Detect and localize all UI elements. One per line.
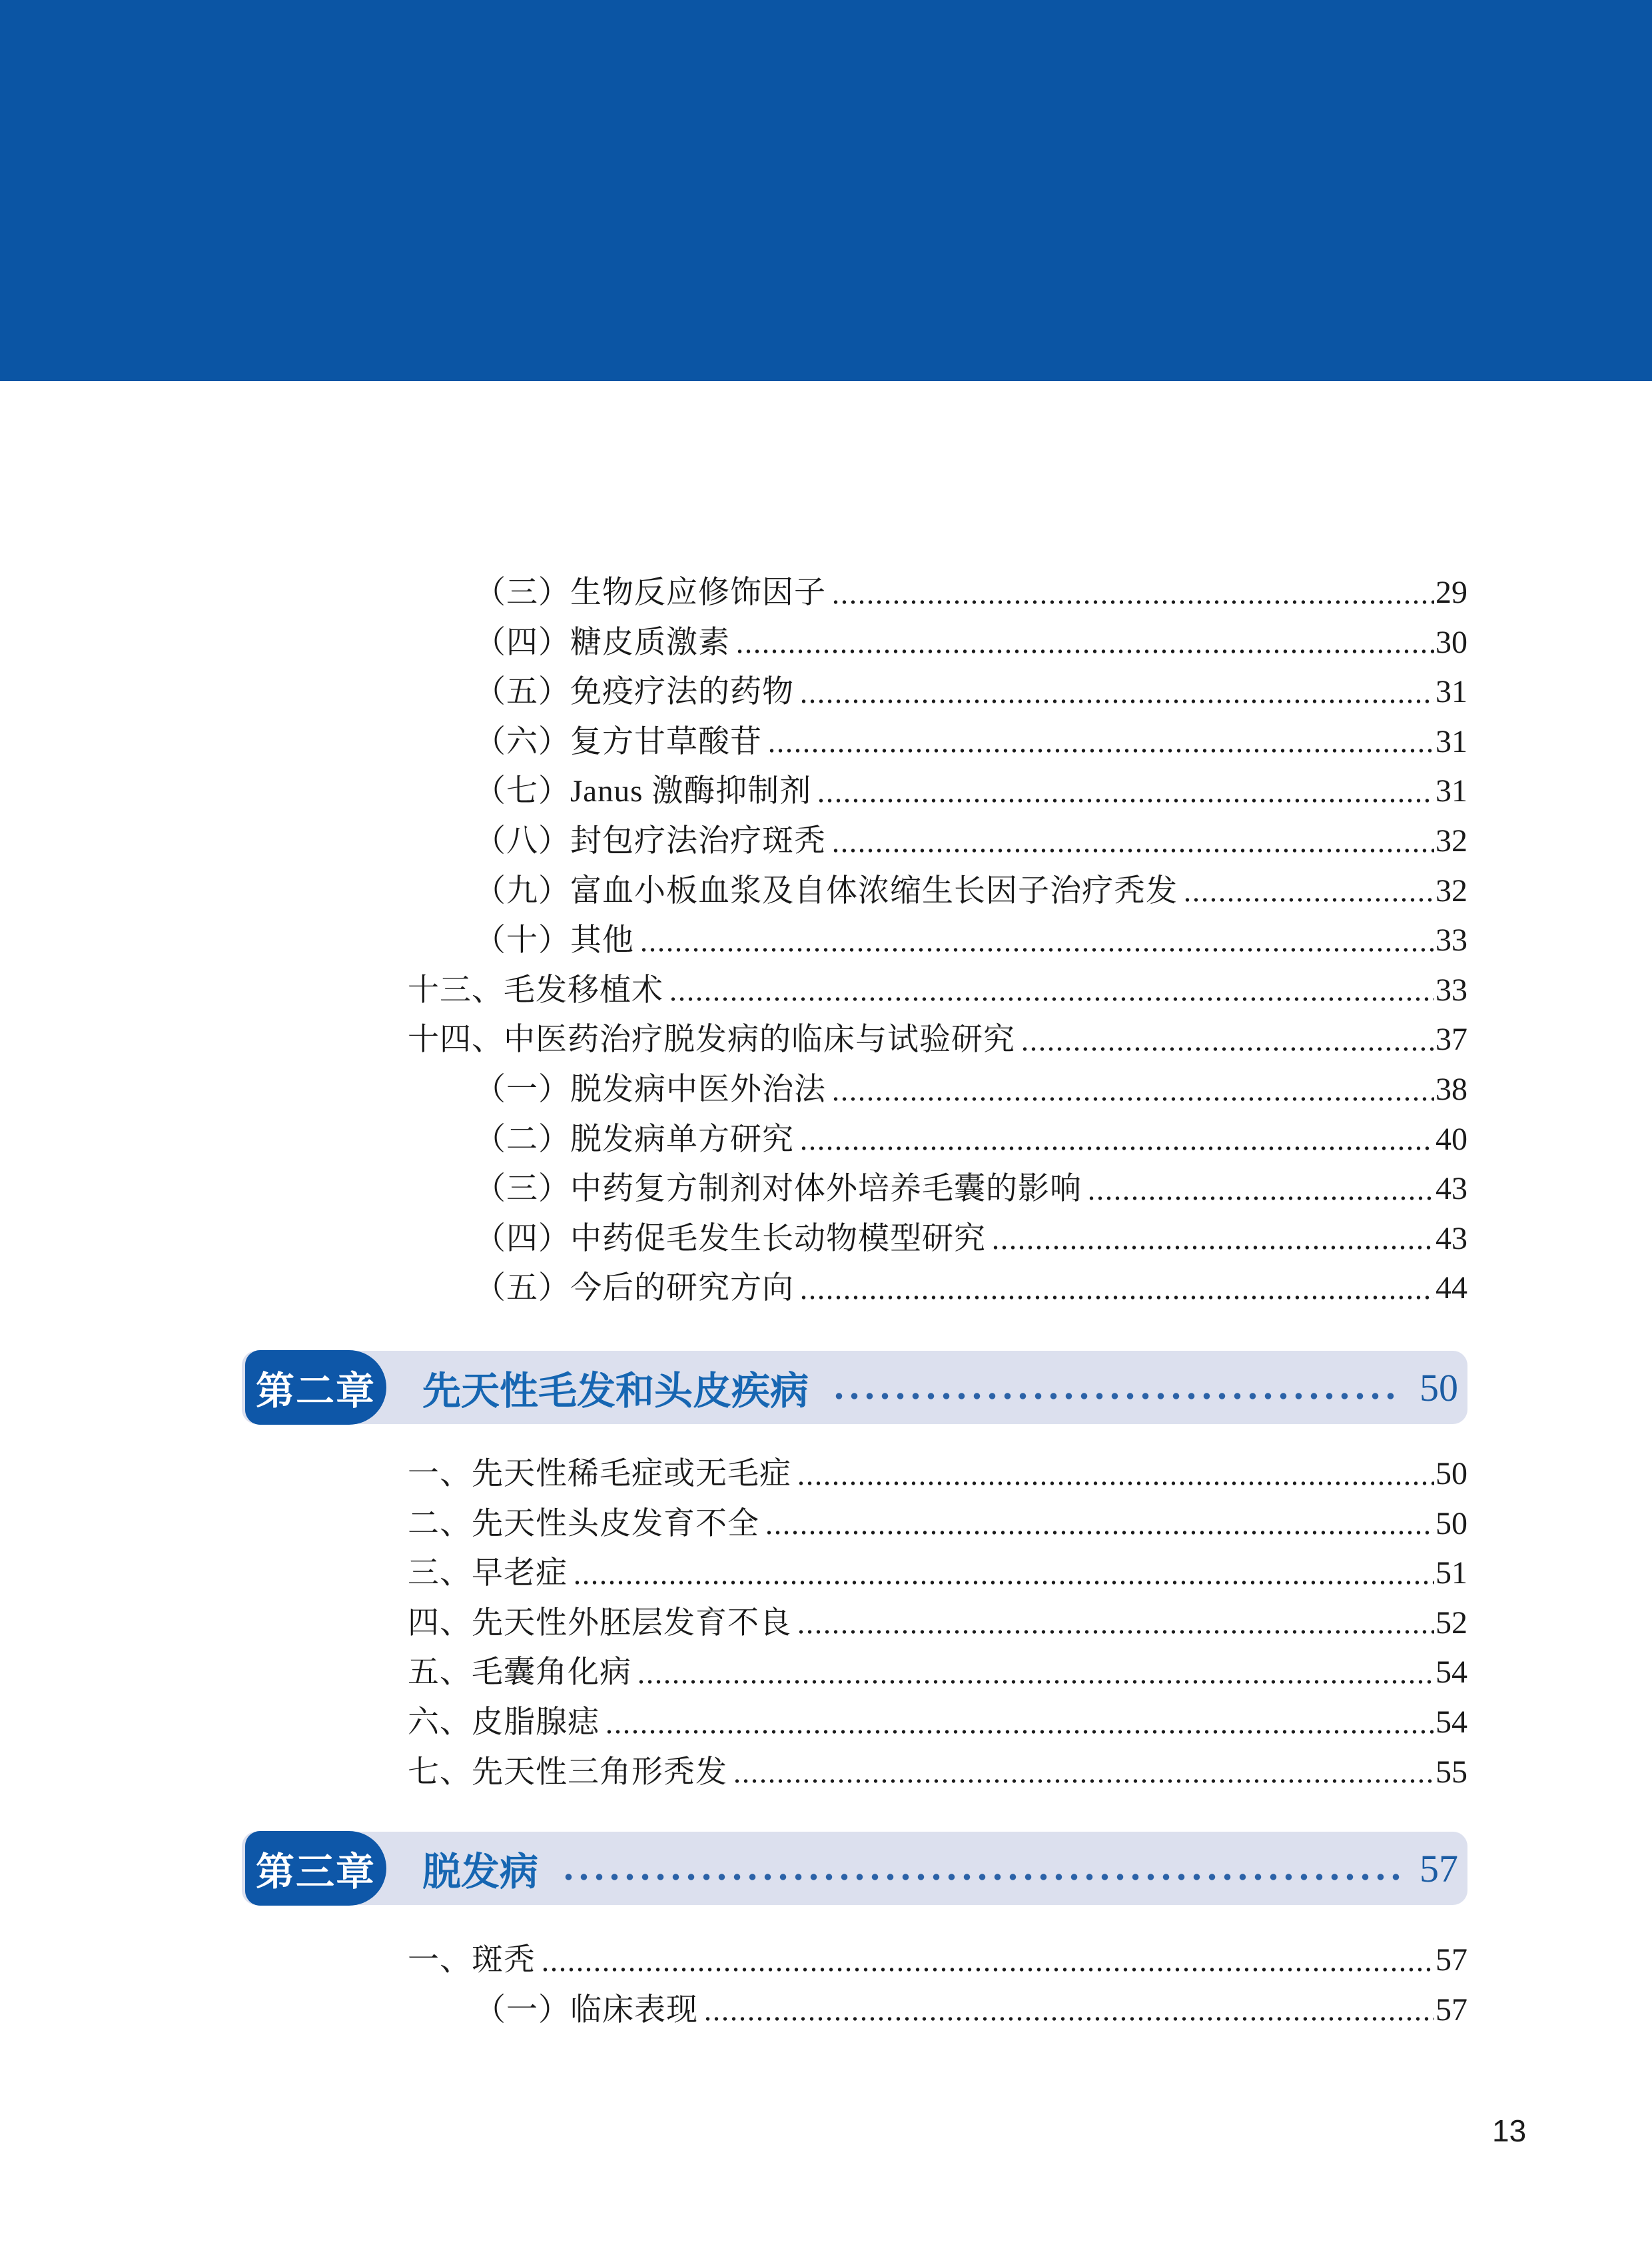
toc-entry bbox=[242, 1164, 1467, 1214]
dotted-leader bbox=[991, 1245, 1434, 1250]
dotted-leader bbox=[703, 2016, 1434, 2022]
toc-entry-label: （四）糖皮质激素 bbox=[474, 625, 730, 660]
toc-entry-page: 57 bbox=[1436, 1942, 1467, 1978]
dotted-leader bbox=[831, 1096, 1434, 1102]
toc-entry-label: （七）Janus 激酶抑制剂 bbox=[474, 774, 812, 809]
toc-section-3 bbox=[242, 1936, 1467, 2035]
toc-entry-page: 54 bbox=[1436, 1655, 1467, 1690]
toc-entry-label: （五）今后的研究方向 bbox=[474, 1271, 794, 1306]
toc-entry bbox=[242, 667, 1467, 717]
toc-entry-page: 50 bbox=[1436, 1456, 1467, 1491]
toc-entry-page: 33 bbox=[1436, 923, 1467, 958]
toc-entry-label: 四、先天性外胚层发育不良 bbox=[408, 1605, 791, 1641]
toc-entry bbox=[242, 1214, 1467, 1264]
toc-entry-page: 38 bbox=[1436, 1071, 1467, 1107]
toc-entry-label: （九）富血小板血浆及自体浓缩生长因子治疗秃发 bbox=[474, 873, 1178, 909]
dotted-leader bbox=[797, 1481, 1434, 1486]
toc-entry-page: 57 bbox=[1436, 1992, 1467, 2028]
toc-entry bbox=[242, 1748, 1467, 1798]
toc-entry-label: （三）中药复方制剂对体外培养毛囊的影响 bbox=[474, 1172, 1082, 1207]
toc-entry-label: 一、斑秃 bbox=[408, 1943, 536, 1978]
toc-entry-label: 七、先天性三角形秃发 bbox=[408, 1754, 727, 1790]
toc-entry-label: （八）封包疗法治疗斑秃 bbox=[474, 823, 826, 859]
page-number: 13 bbox=[1492, 2113, 1527, 2148]
top-banner bbox=[0, 0, 1652, 381]
dotted-leader bbox=[541, 1967, 1434, 1972]
toc-entry-label: （一）临床表现 bbox=[474, 1992, 698, 2028]
toc-entry bbox=[242, 1015, 1467, 1065]
toc-entry-label: （一）脱发病中医外治法 bbox=[474, 1072, 826, 1107]
toc-entry-page: 54 bbox=[1436, 1704, 1467, 1740]
toc-entry bbox=[242, 1648, 1467, 1698]
dotted-leader bbox=[831, 599, 1434, 605]
toc-entry-page: 29 bbox=[1436, 575, 1467, 610]
toc-entry-label: 二、先天性头皮发育不全 bbox=[408, 1506, 759, 1541]
toc-entry-label: （五）免疫疗法的药物 bbox=[474, 675, 794, 710]
toc-entry bbox=[242, 1549, 1467, 1599]
toc-entry-page: 33 bbox=[1436, 972, 1467, 1008]
toc-entry-label: （十）其他 bbox=[474, 923, 634, 958]
toc-entry-page: 55 bbox=[1436, 1754, 1467, 1790]
toc-entry-label: 十四、中医药治疗脱发病的临床与试验研究 bbox=[408, 1022, 1015, 1058]
toc-entry-page: 31 bbox=[1436, 674, 1467, 710]
dotted-leader bbox=[735, 649, 1434, 654]
dotted-leader bbox=[797, 1629, 1434, 1635]
chapter-2-page: 50 bbox=[1420, 1365, 1458, 1409]
toc-entry-label: 十三、毛发移植术 bbox=[408, 972, 663, 1008]
dotted-leader bbox=[561, 1873, 1401, 1881]
toc-entry-label: （六）复方甘草酸苷 bbox=[474, 724, 762, 759]
toc-entry-page: 40 bbox=[1436, 1121, 1467, 1157]
toc-entry-page: 32 bbox=[1436, 873, 1467, 909]
dotted-leader bbox=[605, 1729, 1434, 1734]
toc-entry bbox=[242, 867, 1467, 917]
toc-entry-label: （三）生物反应修饰因子 bbox=[474, 575, 826, 610]
toc-entry-page: 51 bbox=[1436, 1555, 1467, 1591]
dotted-leader bbox=[799, 1295, 1434, 1300]
toc-entry bbox=[242, 1499, 1467, 1549]
dotted-leader bbox=[799, 1146, 1434, 1151]
chapter-2-heading bbox=[242, 1351, 1467, 1424]
dotted-leader bbox=[1183, 897, 1434, 903]
chapter-3-title: 脱发病 bbox=[422, 1850, 539, 1894]
toc-entry bbox=[242, 717, 1467, 767]
dotted-leader bbox=[1087, 1196, 1434, 1201]
toc-entry bbox=[242, 618, 1467, 668]
chapter-3-badge bbox=[245, 1831, 386, 1906]
chapter-2-badge bbox=[245, 1350, 386, 1425]
dotted-leader bbox=[799, 699, 1434, 704]
toc-entry-page: 43 bbox=[1436, 1171, 1467, 1207]
toc-entry-page: 44 bbox=[1436, 1270, 1467, 1306]
chapter-3-page: 57 bbox=[1420, 1846, 1458, 1890]
toc-entry-page: 50 bbox=[1436, 1505, 1467, 1541]
toc-entry-page: 31 bbox=[1436, 723, 1467, 759]
chapter-2-title: 先天性毛发和头皮疾病 bbox=[422, 1369, 809, 1413]
toc-entry-label: （四）中药促毛发生长动物模型研究 bbox=[474, 1221, 986, 1256]
chapter-badge-label: 第二章 bbox=[255, 1369, 376, 1413]
toc-entry-label: 三、早老症 bbox=[408, 1556, 568, 1591]
toc-entry bbox=[242, 1698, 1467, 1748]
toc-entry bbox=[242, 1449, 1467, 1499]
dotted-leader bbox=[637, 1679, 1434, 1684]
dotted-leader bbox=[573, 1580, 1434, 1585]
toc-entry bbox=[242, 1264, 1467, 1313]
toc-entry-label: 一、先天性稀毛症或无毛症 bbox=[408, 1457, 791, 1491]
toc-entry bbox=[242, 1065, 1467, 1115]
toc-entry-page: 31 bbox=[1436, 773, 1467, 809]
toc-entry-page: 37 bbox=[1436, 1022, 1467, 1058]
dotted-leader bbox=[639, 947, 1434, 952]
toc-entry-page: 30 bbox=[1436, 624, 1467, 660]
toc-entry bbox=[242, 1936, 1467, 1986]
toc-entry bbox=[242, 1986, 1467, 2036]
toc-entry bbox=[242, 817, 1467, 867]
toc-entry bbox=[242, 966, 1467, 1016]
dotted-leader bbox=[831, 848, 1434, 853]
dotted-leader bbox=[831, 1392, 1401, 1400]
dotted-leader bbox=[669, 996, 1434, 1002]
toc-entry bbox=[242, 767, 1467, 817]
dotted-leader bbox=[817, 798, 1434, 803]
toc-entry bbox=[242, 1115, 1467, 1165]
toc-entry-label: 六、皮脂腺痣 bbox=[408, 1704, 600, 1740]
toc-entry bbox=[242, 568, 1467, 618]
dotted-leader bbox=[767, 748, 1434, 753]
toc-entry-page: 52 bbox=[1436, 1605, 1467, 1641]
toc-entry-label: 五、毛囊角化病 bbox=[408, 1655, 631, 1690]
toc-entry-label: （二）脱发病单方研究 bbox=[474, 1122, 794, 1157]
chapter-badge-label: 第三章 bbox=[255, 1850, 376, 1894]
dotted-leader bbox=[1021, 1046, 1434, 1052]
toc-entry-page: 43 bbox=[1436, 1220, 1467, 1256]
toc-section-2 bbox=[242, 1449, 1467, 1797]
toc-entry bbox=[242, 916, 1467, 966]
chapter-3-heading bbox=[242, 1832, 1467, 1905]
toc-entry-page: 32 bbox=[1436, 823, 1467, 859]
toc-entry bbox=[242, 1599, 1467, 1649]
dotted-leader bbox=[765, 1530, 1434, 1535]
toc-section-1 bbox=[242, 568, 1467, 1313]
dotted-leader bbox=[733, 1778, 1434, 1784]
